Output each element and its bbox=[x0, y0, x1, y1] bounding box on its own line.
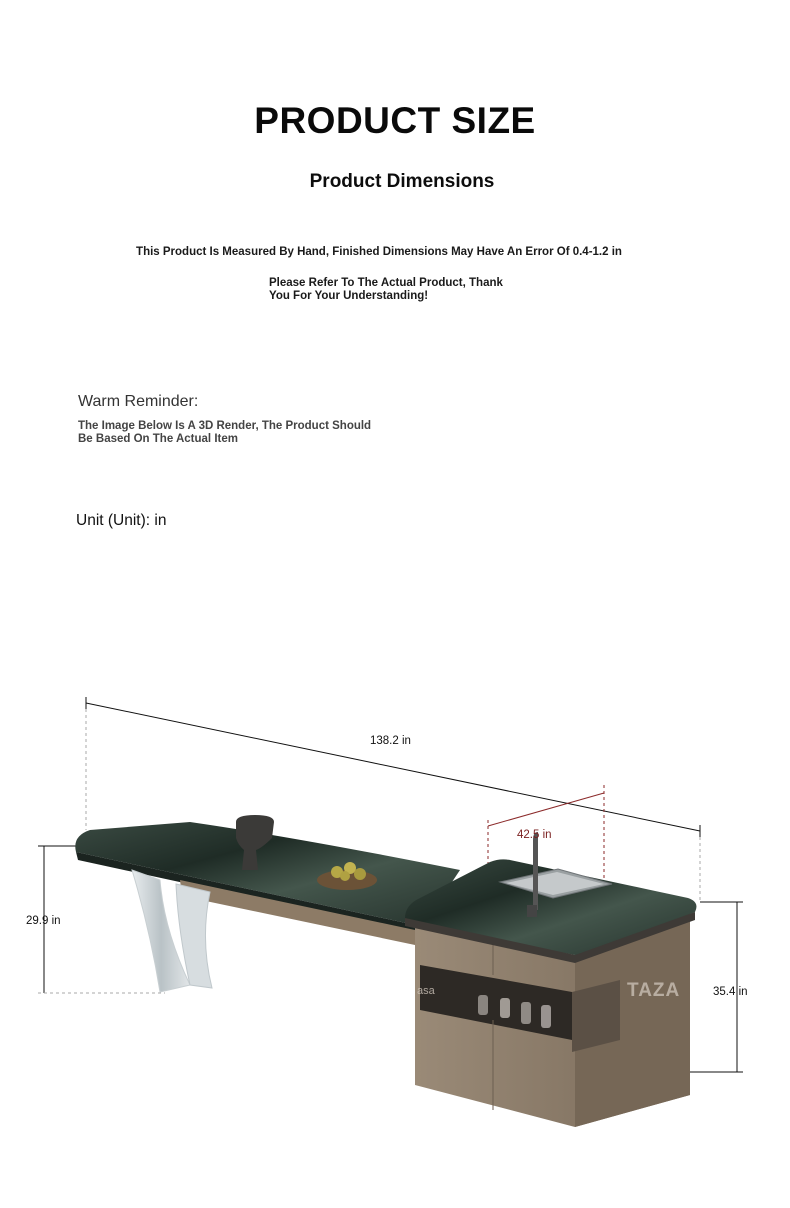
sink-dimension-label: 42.5 in bbox=[517, 829, 552, 841]
length-dimension-label: 138.2 in bbox=[370, 735, 411, 747]
refer-note-line2: You For Your Understanding! bbox=[269, 289, 429, 302]
measurement-note: This Product Is Measured By Hand, Finished Dimensions May Have An Error Of 0.4-1.2 in bbox=[136, 246, 622, 258]
cup bbox=[500, 998, 510, 1018]
section-subtitle: Product Dimensions bbox=[309, 171, 495, 192]
brand-watermark-small: asa bbox=[417, 985, 435, 997]
reminder-line1: The Image Below Is A 3D Render, The Product Should bbox=[78, 420, 372, 432]
brand-watermark: TAZA bbox=[627, 980, 681, 1001]
island-height-label: 35.4 in bbox=[713, 986, 748, 998]
cup bbox=[521, 1002, 531, 1024]
unit-label: Unit (Unit): in bbox=[76, 512, 167, 529]
faucet bbox=[533, 832, 538, 910]
reminder-line2: Be Based On The Actual Item bbox=[78, 432, 238, 445]
cup bbox=[478, 995, 488, 1015]
reminder-title: Warm Reminder: bbox=[78, 393, 199, 410]
table-height-label: 29.9 in bbox=[26, 915, 61, 927]
refer-note-line1: Please Refer To The Actual Product, Thank bbox=[269, 277, 503, 289]
length-line bbox=[86, 703, 700, 831]
cup bbox=[541, 1005, 551, 1028]
page-title: PRODUCT SIZE bbox=[254, 100, 536, 141]
